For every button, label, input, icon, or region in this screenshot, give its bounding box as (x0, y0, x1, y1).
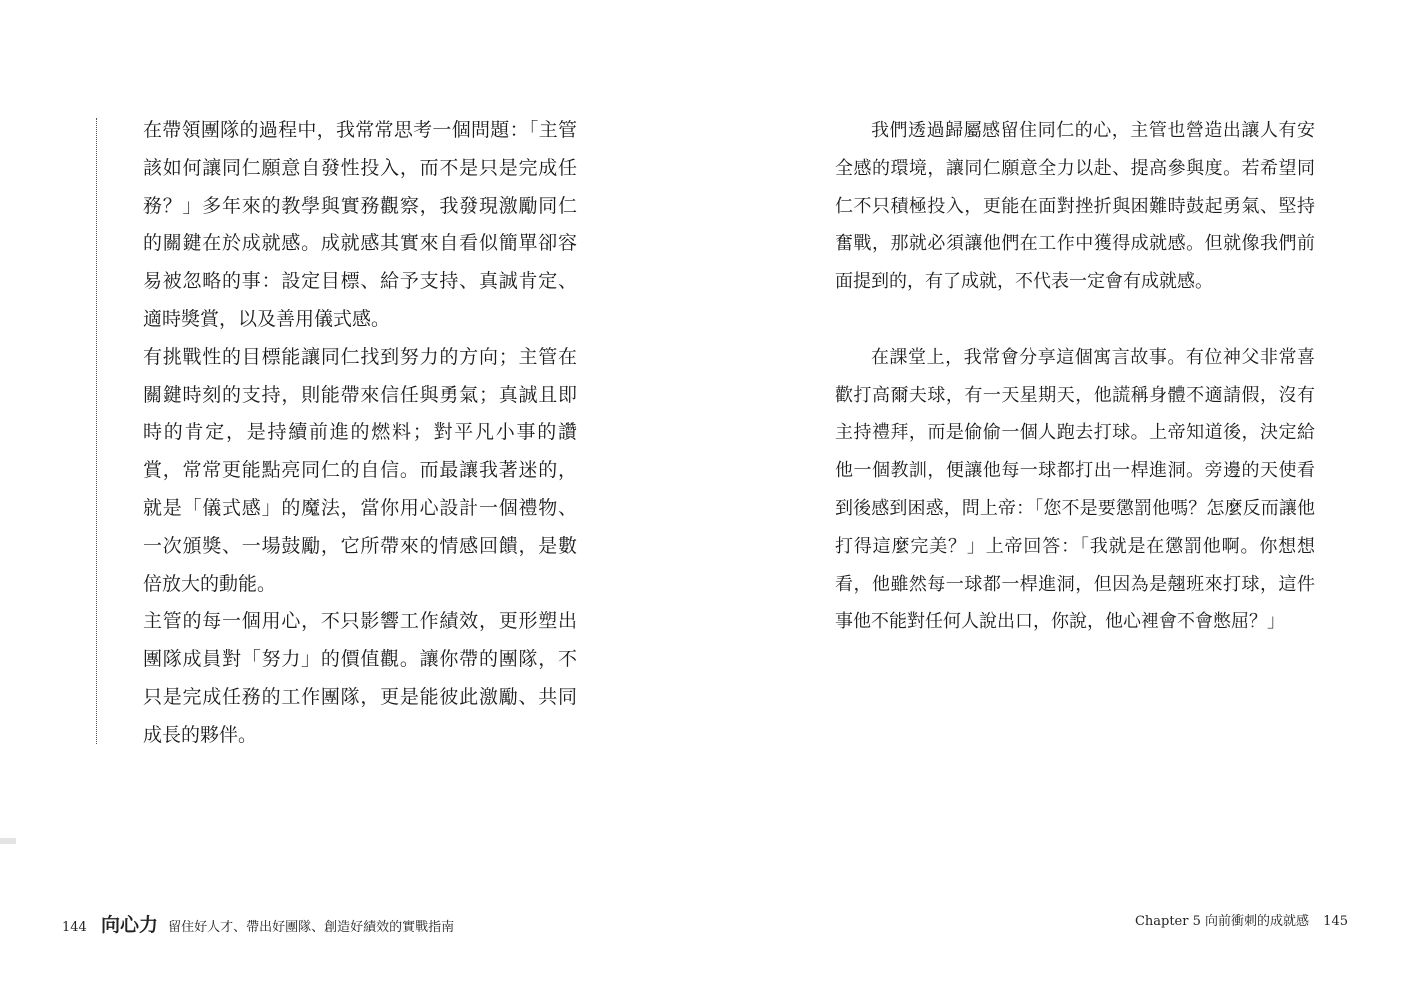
paragraph: 在課堂上，我常會分享這個寓言故事。有位神父非常喜歡打高爾夫球，有一天星期天，他謊稱身體不適請假，沒有主持禮拜，而是偷偷一個人跑去打球。上帝知道後，決定給他一個教訓，便讓他每一球都打出一桿進洞。旁邊的天使看到後感到困惑，問上帝：「您不是要懲罰他嗎？怎麼反而讓他打得這麼完美？」上帝回答：「我就是在懲罰他啊。你想想看，他雖然每一球都一桿進洞，但因為是翹班來打球，這件事他不能對任何人說出口，你說，他心裡會不會憋屈？」 (835, 346, 1315, 633)
book-title: 向心力 (100, 914, 158, 936)
page-number: 144 (62, 920, 87, 935)
paragraph: 有挑戰性的目標能讓同仁找到努力的方向；主管在關鍵時刻的支持，則能帶來信任與勇氣；真誠且即時的肯定，是持續前進的燃料；對平凡小事的讚賞，常常更能點亮同仁的自信。而最讓我著迷的，就是「儀式感」的魔法，當你用心設計一個禮物、一次頒獎、一場鼓勵，它所帶來的情感回饋，是數倍放大的動能。 (143, 345, 577, 595)
paragraph: 我們透過歸屬感留住同仁的心，主管也營造出讓人有安全感的環境，讓同仁願意全力以赴、提高參與度。若希望同仁不只積極投入，更能在面對挫折與困難時鼓起勇氣、堅持奮戰，那就必須讓他們在工作中獲得成就感。但就像我們前面提到的，有了成就，不代表一定會有成就感。 (835, 120, 1315, 293)
left-page-body (143, 112, 577, 755)
left-page-footer (62, 910, 454, 937)
margin-dotted-rule (96, 118, 97, 744)
right-page-body (835, 112, 1315, 641)
page-number: 145 (1323, 914, 1348, 929)
edge-mark (0, 838, 16, 844)
chapter-label: Chapter 5 (1134, 914, 1201, 929)
right-page (705, 0, 1410, 1000)
paragraph: 主管的每一個用心，不只影響工作績效，更形塑出團隊成員對「努力」的價值觀。讓你帶的團隊，不只是完成任務的工作團隊，更是能彼此激勵、共同成長的夥伴。 (143, 610, 577, 746)
paragraph: 在帶領團隊的過程中，我常常思考一個問題：「主管該如何讓同仁願意自發性投入，而不是只是完成任務？」多年來的教學與實務觀察，我發現激勵同仁的關鍵在於成就感。成就感其實來自看似簡單卻容易被忽略的事：設定目標、給予支持、真誠肯定、適時獎賞，以及善用儀式感。 (143, 119, 577, 330)
book-subtitle: 留住好人才、帶出好團隊、創造好績效的實戰指南 (168, 920, 455, 935)
chapter-title: 向前衝刺的成就感 (1205, 914, 1310, 929)
right-page-footer (1135, 910, 1348, 929)
